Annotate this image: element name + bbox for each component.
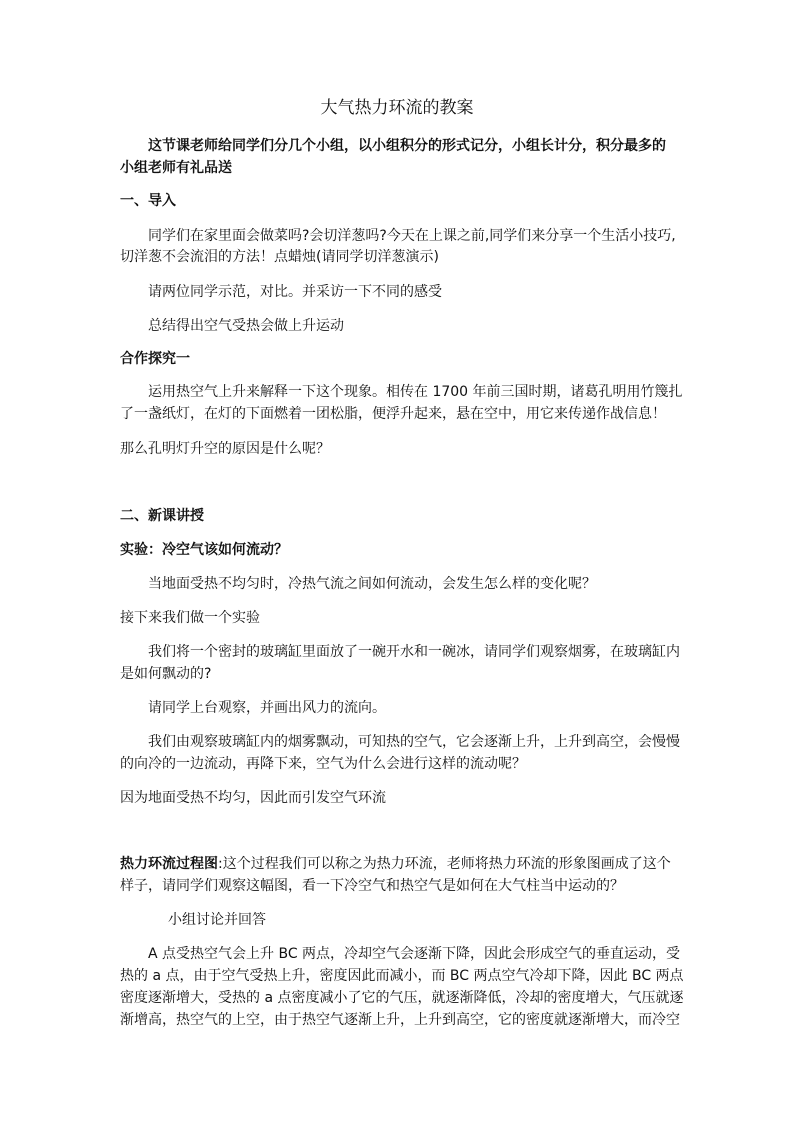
- paragraph-line: 我们由观察玻璃缸内的烟雾飘动，可知热的空气，它会逐渐上升，上升到高空，会慢慢: [148, 734, 680, 750]
- paragraph-line: 是如何飘动的?: [120, 666, 212, 682]
- paragraph-line: 的向冷的一边流动，再降下来，空气为什么会进行这样的流动呢？: [120, 756, 526, 772]
- paragraph-line: 同学们在家里面会做菜吗?会切洋葱吗?今天在上课之前,同学们来分享一个生活小技巧,: [148, 228, 676, 244]
- paragraph-text: :这个过程我们可以称之为热力环流，老师将热力环流的形象图画成了这个: [218, 856, 671, 872]
- paragraph-line: 因为地面受热不均匀，因此而引发空气环流: [120, 790, 386, 806]
- paragraph-line: 接下来我们做一个实验: [120, 610, 260, 626]
- paragraph-line: 热的 a 点，由于空气受热上升，密度因此而减小，而 BC 两点空气冷却下降，因此 BC 两点: [120, 968, 684, 984]
- paragraph-line: A 点受热空气会上升 BC 两点，冷却空气会逐渐下降，因此会形成空气的垂直运动，受: [148, 946, 681, 962]
- sub-heading-cooperation: 合作探究一: [120, 351, 190, 367]
- paragraph-line: 请同学上台观察，并画出风力的流向。: [148, 700, 386, 716]
- paragraph-line: [120, 854, 671, 874]
- paragraph-line: 样子，请同学们观察这幅图，看一下冷空气和热空气是如何在大气柱当中运动的？: [120, 878, 624, 894]
- paragraph-line: 总结得出空气受热会做上升运动: [148, 318, 344, 334]
- page-title: 大气热力环流的教案: [320, 98, 474, 118]
- paragraph-line: 那么孔明灯升空的原因是什么呢？: [120, 441, 330, 457]
- section-heading-new-lesson: 二、新课讲授: [120, 508, 204, 524]
- section-heading-intro: 一、导入: [120, 193, 176, 209]
- paragraph-line: 请两位同学示范，对比。并采访一下不同的感受: [148, 284, 442, 300]
- diagram-label: 热力环流过程图: [120, 856, 218, 872]
- paragraph-line: 小组讨论并回答: [168, 912, 266, 928]
- paragraph-line: 运用热空气上升来解释一下这个现象。相传在 1700 年前三国时期，诸葛孔明用竹篾扎: [148, 384, 683, 400]
- experiment-heading: 实验：冷空气该如何流动？: [120, 542, 288, 558]
- paragraph-line: 我们将一个密封的玻璃缸里面放了一碗开水和一碗冰，请同学们观察烟雾，在玻璃缸内: [148, 644, 680, 660]
- intro-line-2: 小组老师有礼品送: [120, 160, 232, 176]
- paragraph-line: 当地面受热不均匀时，冷热气流之间如何流动，会发生怎么样的变化呢？: [148, 576, 596, 592]
- paragraph-line: 切洋葱不会流泪的方法！点蜡烛(请同学切洋葱演示): [120, 249, 439, 265]
- paragraph-line: 渐增高，热空气的上空，由于热空气逐渐上升，上升到高空，它的密度就逐渐增大，而冷空: [120, 1012, 680, 1028]
- intro-line-1: 这节课老师给同学们分几个小组，以小组积分的形式记分，小组长计分，积分最多的: [148, 138, 666, 154]
- paragraph-line: 密度逐渐增大，受热的 a 点密度减小了它的气压，就逐渐降低，冷却的密度增大，气压就逐: [120, 990, 684, 1006]
- paragraph-line: 了一盏纸灯，在灯的下面燃着一团松脂，便浮升起来，悬在空中，用它来传递作战信息！: [120, 406, 666, 422]
